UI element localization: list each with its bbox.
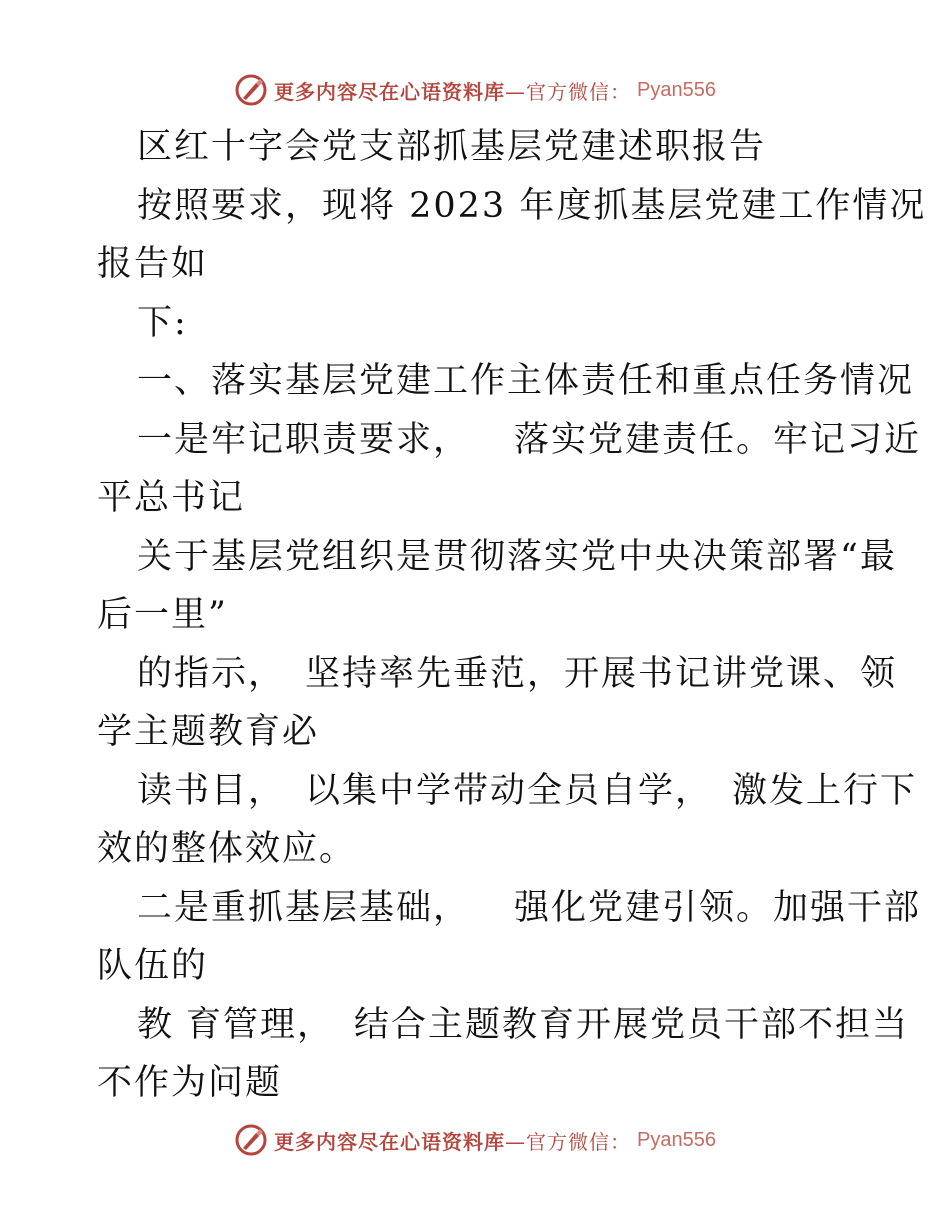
text-fragment: 的指示， <box>137 653 286 694</box>
text-line: 效的整体效应。 <box>97 829 357 869</box>
text-line: 不作为问题 <box>97 1063 283 1103</box>
text-line <box>97 645 898 704</box>
pen-logo-icon <box>234 73 268 107</box>
text-fragment: 二是重抓基层基础， <box>137 887 471 928</box>
text-line: 平总书记 <box>97 478 246 518</box>
watermark-text: 更多内容尽在心语资料库—官方微信： <box>274 79 632 104</box>
text-line <box>97 762 918 821</box>
text-line <box>97 411 922 470</box>
footer-watermark <box>0 1120 950 1160</box>
text-line: 后一里” <box>97 595 228 635</box>
text-fragment: 一是牢记职责要求， <box>137 419 471 460</box>
text-fragment: 结合主题教育开展党员干部不担当 <box>354 1004 910 1045</box>
watermark-contact: Pyan556 <box>637 78 716 101</box>
text-fragment: 坚持率先垂范，开展书记讲党课、领 <box>305 653 898 694</box>
header-watermark <box>0 70 950 110</box>
document-title: 区红十字会党支部抓基层党建述职报告 <box>137 127 767 167</box>
text-fragment: 激发上行下 <box>732 770 918 811</box>
text-fragment: 落实党建责任。牢记习近 <box>514 419 922 460</box>
text-line: 队伍的 <box>97 946 209 986</box>
text-line <box>97 879 922 938</box>
text-fragment: 教 <box>137 1004 175 1045</box>
watermark-text: 更多内容尽在心语资料库—官方微信： <box>274 1129 632 1154</box>
text-line: 学主题教育必 <box>97 712 320 752</box>
document-body <box>97 118 927 1113</box>
text-line <box>97 996 910 1055</box>
text-fragment: 强化党建引领。加强干部 <box>514 887 922 928</box>
text-line: 按照要求，现将 2023 年度抓基层党建工作情况 <box>137 185 927 226</box>
pen-logo-icon <box>234 1123 268 1157</box>
text-fragment: 以集中学带动全员自学， <box>305 770 713 811</box>
text-line: 报告如 <box>97 244 209 284</box>
text-line: 下: <box>137 302 188 343</box>
text-fragment: 读书目， <box>137 770 286 811</box>
text-fragment: 育管理， <box>186 1004 335 1045</box>
watermark-contact: Pyan556 <box>637 1128 716 1151</box>
text-line: 关于基层党组织是贯彻落实党中央决策部署“最 <box>137 536 897 577</box>
section-heading: 一、落实基层党建工作主体责任和重点任务情况 <box>137 361 915 401</box>
